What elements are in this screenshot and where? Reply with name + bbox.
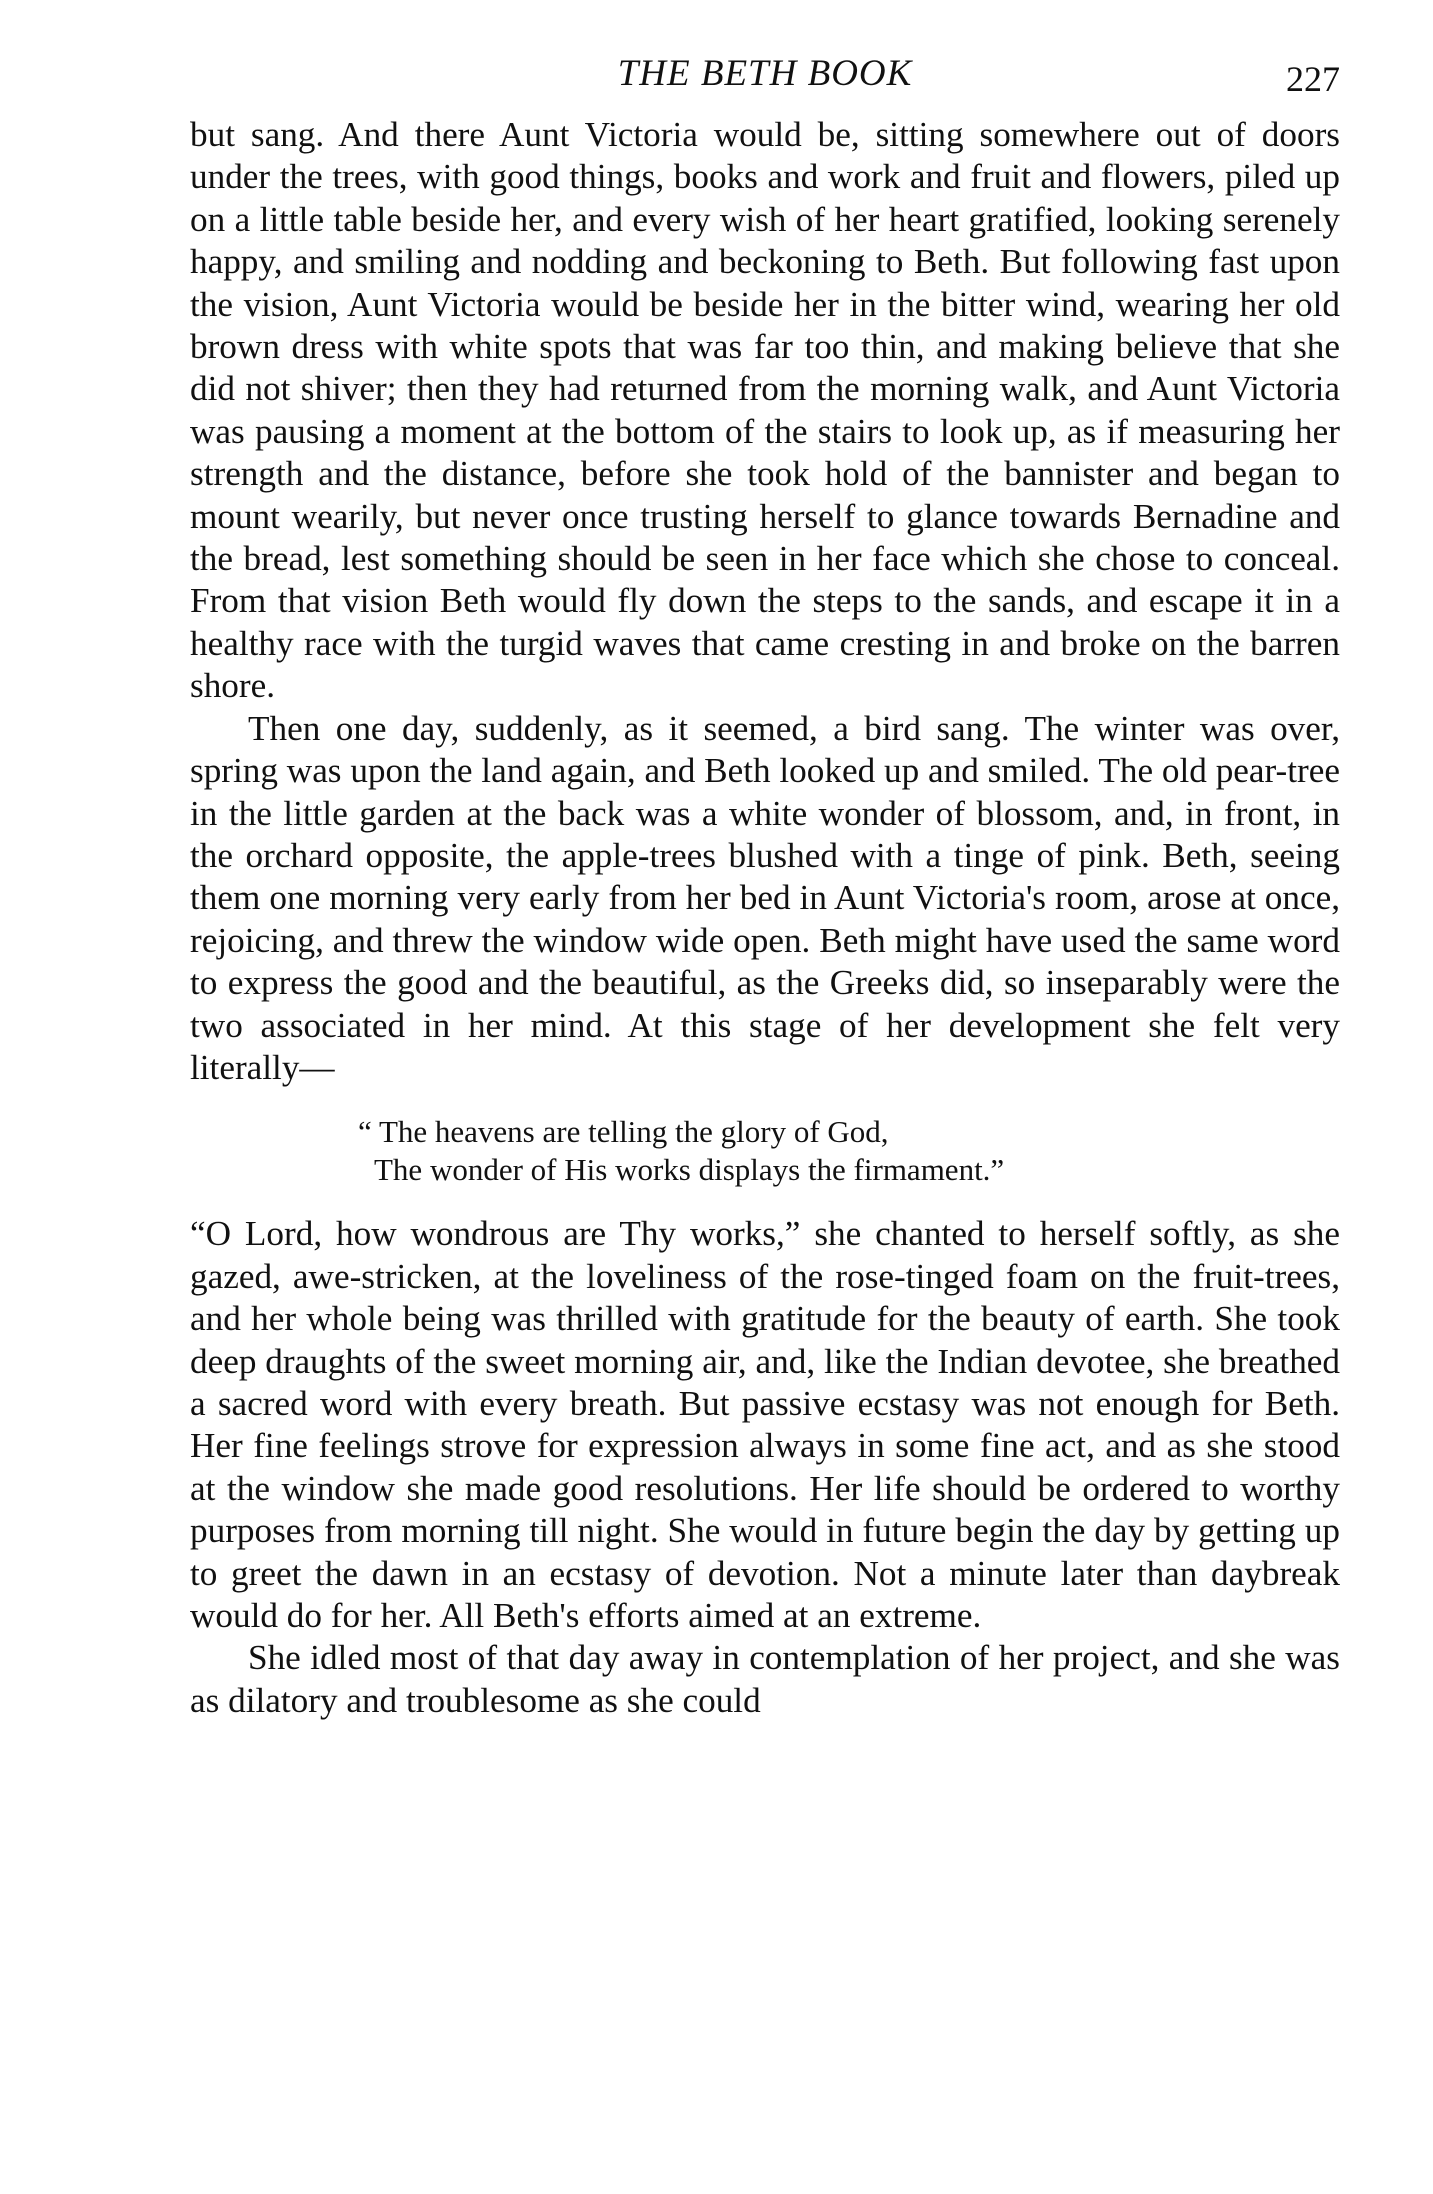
book-page <box>190 52 1340 1722</box>
quoted-verse <box>358 1113 1340 1189</box>
paragraph-idled: She idled most of that day away in contemplation of her project, and she was as dilatory and troublesome as she could <box>190 1638 1340 1720</box>
running-title: THE BETH BOOK <box>617 53 913 94</box>
verse-line-1: “ The heavens are telling the glory of God, <box>358 1114 889 1150</box>
verse-line-2: The wonder of His works displays the firmament.” <box>374 1152 1005 1188</box>
paragraph-continued: but sang. And there Aunt Victoria would be, sitting somewhere out of doors under the trees, with good things, books and work and fruit and flowers, piled up on a little table beside her, and every wish of her heart gratified, looking serenely happy, and smiling and nodding and beckoning to Beth. But following fast upon the vision, Aunt Victoria would be beside her in the bitter wind, wearing her old brown dress with white spots that was far too thin, and making believe that she did not shiver; then they had returned from the morning walk, and Aunt Victoria was pausing a moment at the bottom of the stairs to look up, as if measuring her strength and the distance, before she took hold of the bannister and began to mount wearily, but never once trusting herself to glance towards Bernadine and the bread, lest something should be seen in her face which she chose to conceal. From that vision Beth would fly down the steps to the sands, and escape it in a healthy race with the turgid waves that came cresting in and broke on the barren shore. <box>190 115 1340 706</box>
page-number: 227 <box>1286 59 1340 99</box>
paragraph-bird-sang: Then one day, suddenly, as it seemed, a bird sang. The winter was over, spring was upon the land again, and Beth looked up and smiled. The old pear-tree in the little garden at the back was a white wonder of blossom, and, in front, in the orchard opposite, the apple-trees blushed with a tinge of pink. Beth, seeing them one morning very early from her bed in Aunt Victoria's room, arose at once, rejoicing, and threw the window wide open. Beth might have used the same word to express the good and the beautiful, as the Greeks did, so inseparably were the two associated in her mind. At this stage of her development she felt very literally— <box>190 708 1340 1087</box>
paragraph-o-lord: “O Lord, how wondrous are Thy works,” she chanted to herself softly, as she gazed, awe-stricken, at the loveliness of the rose-tinged foam on the fruit-trees, and her whole being was thrilled with gratitude for the beauty of earth. She took deep draughts of the sweet morning air, and, like the Indian devotee, she breathed a sacred word with every breath. But passive ecstasy was not enough for Beth. Her fine feelings strove for expression always in some fine act, and as she stood at the window she made good resolutions. Her life should be ordered to worthy purposes from morning till night. She would in future begin the day by getting up to greet the dawn in an ecstasy of devotion. Not a minute later than daybreak would do for her. All Beth's efforts aimed at an extreme. <box>190 1214 1340 1635</box>
running-head <box>190 52 1340 114</box>
body-text <box>190 114 1340 1722</box>
